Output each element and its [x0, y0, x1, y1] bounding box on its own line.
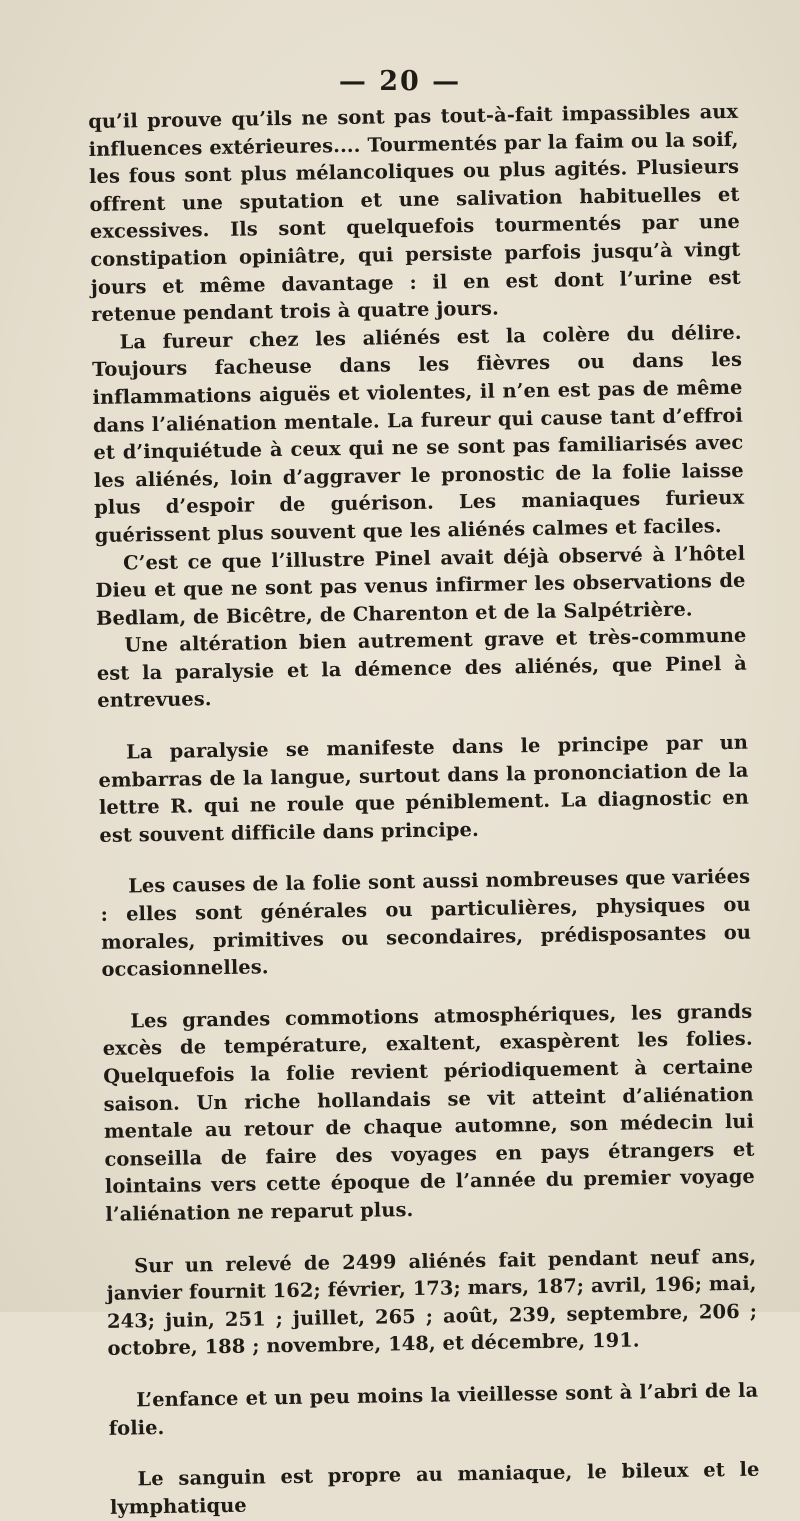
- paragraph: L’enfance et un peu moins la vieillesse sont à l’abri de la folie.: [108, 1378, 759, 1440]
- paragraph: La paralysie se manifeste dans le principe par un embarras de la langue, surtout dans la prononciation de la lettre R. qui ne roule que péniblement. La diagnostic en est souvent difficile dans principe.: [98, 730, 750, 847]
- paragraph: C’est ce que l’illustre Pinel avait déjà observé à l’hôtel Dieu et que ne sont pas venus infirmer les observations de Bedlam, de Bicêtre, de Charenton et de la Salpétrière.: [95, 541, 746, 630]
- paragraph: Les causes de la folie sont aussi nombreuses que variées : elles sont générales ou particulières, physiques ou morales, primitives ou secondaires, prédisposantes ou occasionnelles.: [100, 865, 752, 982]
- paragraph: Sur un relevé de 2499 aliénés fait pendant neuf ans, janvier fournit 162; février, 173; mars, 187; avril, 196; mai, 243; juin, 251 ; juillet, 265 ; août, 239, septembre, 206 ; octobre, 188 ; novembre, 148, et décembre, 191.: [106, 1244, 758, 1361]
- body-text: [88, 98, 760, 1521]
- page-number: — 20 —: [338, 66, 462, 97]
- paragraph: qu’il prouve qu’ils ne sont pas tout-à-fait impassibles aux influences extérieures.... Tourmentés par la faim ou la soif, les fous sont plus mélancoliques ou plus agités. Plusieurs offrent une sputation et une salivation habituelles et excessives. Ils sont quelquefois tourmentés par une constipation opiniâtre, qui persiste parfois jusqu’à vingt jours et même davantage : il en est dont l’urine est retenue pendant trois à quatre jours.: [88, 99, 741, 327]
- paragraph: Une altération bien autrement grave et très-commune est la paralysie et la démence des aliénés, que Pinel à entrevues.: [96, 624, 747, 713]
- paragraph: Les grandes commotions atmosphériques, les grands excès de température, exaltent, exaspèrent les folies. Quelquefois la folie revient périodiquement à certaine saison. Un riche hollandais se vit atteint d’aliénation mentale au retour de chaque automne, son médecin lui conseilla de faire des voyages en pays étrangers et lointains vers cette époque de l’année du premier voyage l’aliénation ne reparut plus.: [102, 999, 756, 1226]
- paragraph: Le sanguin est propre au maniaque, le bileux et le lymphatique: [109, 1457, 760, 1519]
- paragraph: La fureur chez les aliénés est la colère du délire. Toujours facheuse dans les fièvres ou dans les inflammations aiguës et violentes, il n’en est pas de même dans l’aliénation mentale. La fureur qui cause tant d’effroi et d’inquiétude à ceux qui ne se sont pas familiarisés avec les aliénés, loin d’aggraver le pronostic de la folie laisse plus d’espoir de guérison. Les maniaques furieux guérissent plus souvent que les aliénés calmes et faciles.: [91, 320, 745, 547]
